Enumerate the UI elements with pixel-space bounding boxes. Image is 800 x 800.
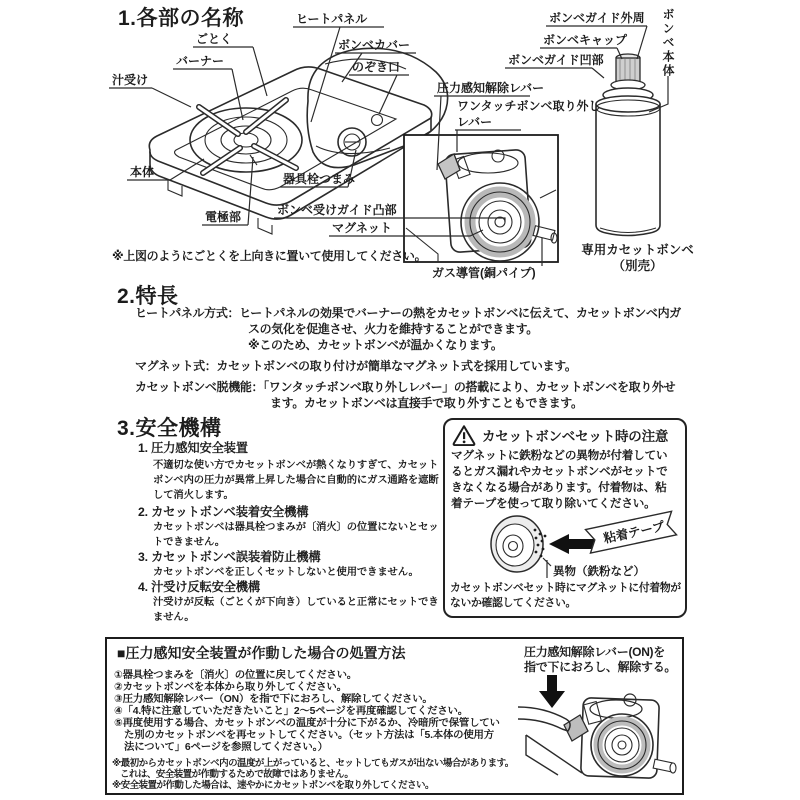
safety-item-4-num: 4.	[138, 580, 148, 594]
safety-item-1-line-2: ボンベ内の圧力が異常上昇した場合に自動的にガス通路を遮断	[153, 475, 439, 486]
regulator-inset	[404, 135, 558, 262]
procedure-step-5c: 法について」6ページを参照してください。）	[124, 742, 328, 753]
caution-illustration	[447, 508, 681, 582]
label-heat-panel: ヒートパネル	[296, 12, 368, 26]
svg-text:粘着テープ: 粘着テープ	[602, 519, 666, 546]
label-guide-concave: ボンベガイド凹部	[508, 53, 604, 67]
tape-banner	[585, 511, 676, 553]
safety-item-2-line-1: カセットボンベは器具栓つまみが〔消火〕の位置にないとセッ	[153, 522, 439, 533]
safety-item-1-title: 1. 圧力感知安全装置	[138, 441, 248, 455]
label-valve-knob: 器具栓つまみ	[283, 172, 356, 186]
procedure-step-3: ③圧力感知解除レバー（ON）を指で下におろし、解除してください。	[114, 694, 433, 705]
feature-1-line-1: ヒートパネル方式：ヒートパネルの効果でバーナーの熱をカセットボンベに伝えて、カセットボンベ内ガ	[135, 306, 681, 320]
cartridge-illustration	[596, 54, 660, 236]
safety-item-3-line-1: カセットボンベを正しくセットしないと使用できません。	[153, 567, 419, 578]
label-peek-hole: のぞき口	[352, 60, 401, 74]
label-bombe-cover: ボンベカバー	[338, 38, 411, 52]
trivet-arms	[199, 100, 296, 173]
label-bombe-body: ボンベ本体	[661, 8, 675, 78]
procedure-note-1: ※最初からカセットボンベ内の温度が上がっていると、セットしてもガスが出ない場合があります。	[112, 758, 514, 769]
safety-item-2-title: 2. カセットボンベ装着安全機構	[138, 505, 309, 519]
safety-item-1-line-1: 不適切な使い方でカセットボンベが熱くなりすぎて、カセット	[153, 460, 439, 471]
label-gas-pipe: ガス導管(銅パイプ)	[432, 266, 536, 280]
safety-item-1-num: 1.	[138, 441, 148, 455]
caution-body-line-2: るとガス漏れやカセットボンベがセットで	[451, 465, 668, 478]
caution-body-line-4: 着テープを使って取り除いてください。	[451, 497, 656, 510]
caution-body-line-1: マグネットに鉄粉などの異物が付着してい	[451, 449, 668, 462]
feature-3-line-1: カセットボンベ脱機能：「ワンタッチボンベ取り外しレバー」の搭載により、カセットボンベを取り外せ	[135, 380, 676, 394]
safety-item-1-line-3: して消火します。	[153, 490, 234, 501]
procedure-step-4: ④「4.特に注意していただきたいこと」2～5ページを再度確認してください。	[114, 706, 468, 717]
label-bombe-cap: ボンベキャップ	[543, 33, 628, 47]
finger-lines	[518, 707, 570, 731]
section3-title: 3.安全機構	[117, 417, 222, 440]
procedure-caption-2: 指で下におろし、解除する。	[524, 660, 677, 674]
caution-box-title: カセットボンベセット時の注意	[482, 429, 669, 444]
feature-3-line-2: ます。カセットボンベは直接手で取り外すこともできます。	[270, 396, 583, 410]
safety-item-2-num: 2.	[138, 505, 148, 519]
label-onetouch-lever-1: ワンタッチボンベ取り外し	[457, 99, 601, 113]
foreign-matter-label: 異物（鉄粉など）	[553, 566, 645, 578]
label-magnet: マグネット	[332, 221, 392, 235]
safety-item-4-title: 4. 汁受け反転安全機構	[138, 580, 260, 594]
cartridge-caption-1: 専用カセットボンベ	[581, 243, 694, 257]
procedure-step-2: ②カセットボンベを本体から取り外してください。	[114, 682, 347, 693]
section1-title: 1.各部の名称	[118, 7, 245, 30]
section2-title: 2.特長	[117, 285, 179, 308]
feature-1-line-3: ※このため、カセットボンベが温かくなります。	[248, 338, 503, 352]
procedure-illustration	[518, 673, 678, 789]
label-gotoku: ごとく	[196, 32, 233, 46]
caution-footer-line-1: カセットボンベセット時にマグネットに付着物が	[450, 582, 681, 594]
parts-diagram	[0, 0, 800, 280]
label-onetouch-lever-2: レバー	[457, 115, 493, 129]
feature-2-line-1: マグネット式：カセットボンベの取り付けが簡単なマグネット式を採用しています。	[135, 359, 577, 373]
peek-hole-mark	[372, 115, 383, 126]
label-pressure-release-lever: 圧力感知解除レバー	[437, 81, 545, 95]
arrow-down-icon	[539, 675, 565, 708]
safety-item-2-line-2: トできません。	[153, 537, 225, 548]
feature-1-line-2: スの気化を促進させ、火力を維持することができます。	[248, 322, 538, 336]
procedure-step-5b: た別のカセットボンベを再セットしてください。（セット方法は「5.本体の使用方	[124, 730, 494, 741]
safety-item-4-line-1: 汁受けが反転（ごとくが下向き）していると正常にセットでき	[153, 597, 439, 608]
caution-footer-line-2: ないか確認してください。	[450, 597, 576, 609]
procedure-caption-1: 圧力感知解除レバー(ON)を	[524, 645, 665, 659]
procedure-step-1: ①器具栓つまみを〔消火〕の位置に戻してください。	[114, 670, 357, 681]
procedure-title: ■圧力感知安全装置が作動した場合の処置方法	[117, 645, 406, 661]
procedure-note-1b: これは、安全装置が作動するためで故障ではありません。	[120, 769, 354, 780]
label-burner: バーナー	[176, 54, 225, 68]
safety-item-4-line-2: ません。	[153, 612, 195, 623]
label-guide-outer: ボンベガイド外周	[549, 11, 645, 25]
label-drip-tray: 汁受け	[112, 73, 149, 87]
section1-note: ※上図のようにごとくを上向きに置いて使用してください。	[112, 249, 427, 263]
procedure-note-2: ※安全装置が作動した場合は、速やかにカセットボンベを取り外してください。	[112, 780, 434, 791]
procedure-step-5: ⑤再度使用する場合、カセットボンベの温度が十分に下がるか、冷暗所で保管してい	[114, 718, 500, 729]
caution-body-line-3: きなくなる場合があります。付着物は、粘	[451, 481, 667, 494]
label-body: 本体	[130, 165, 155, 179]
warning-triangle-icon	[452, 424, 476, 446]
label-electrode: 電極部	[205, 210, 242, 224]
label-guide-convex: ボンベ受けガイド凸部	[277, 203, 397, 217]
safety-item-3-title: 3. カセットボンベ誤装着防止機構	[138, 550, 321, 564]
safety-item-3-num: 3.	[138, 550, 148, 564]
cartridge-caption-2: （別売）	[612, 259, 663, 273]
